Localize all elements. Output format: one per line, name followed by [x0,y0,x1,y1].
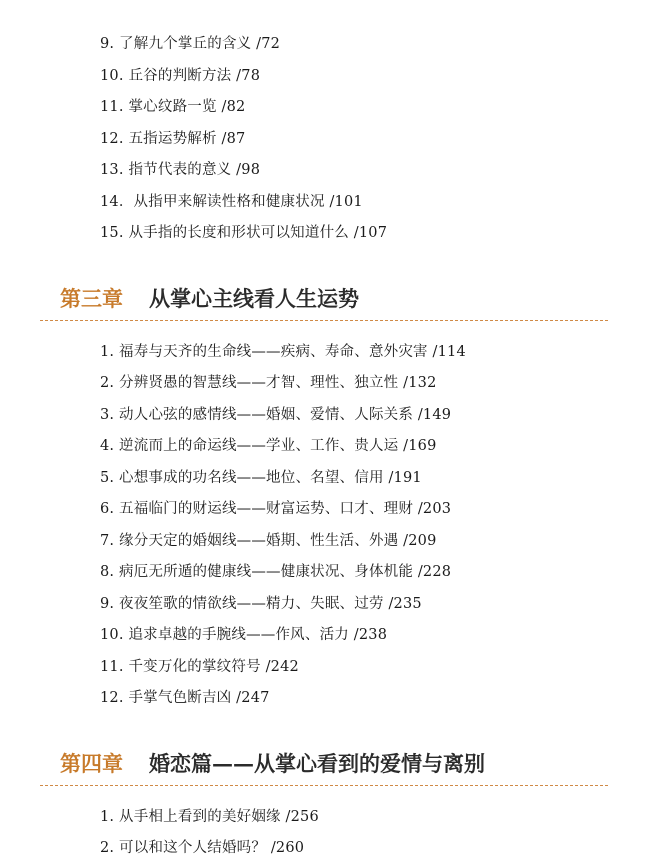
ch3-entry-4: 4. 逆流而上的命运线——学业、工作、贵人运 /169 [100,438,437,454]
ch3-entry-1: 1. 福寿与天齐的生命线——疾病、寿命、意外灾害 /114 [100,344,466,360]
toc-entry-10: 10. 丘谷的判断方法 /78 [100,68,261,84]
ch3-entry-3: 3. 动人心弦的感情线——婚姻、爱情、人际关系 /149 [100,407,452,423]
ch3-entry-11: 11. 千变万化的掌纹符号 /242 [100,659,299,675]
ch3-entry-12: 12. 手掌气色断吉凶 /247 [100,690,270,706]
ch4-entry-1: 1. 从手相上看到的美好姻缘 /256 [100,809,319,825]
toc-entry-11: 11. 掌心纹路一览 /82 [100,99,246,115]
ch3-entry-2: 2. 分辨贤愚的智慧线——才智、理性、独立性 /132 [100,375,437,391]
ch3-entry-9: 9. 夜夜笙歌的情欲线——精力、失眠、过劳 /235 [100,596,422,612]
chapter-3-heading [60,286,359,312]
ch4-entry-2: 2. 可以和这个人结婚吗？ /260 [100,840,305,856]
ch3-entry-5: 5. 心想事成的功名线——地位、名望、信用 /191 [100,470,422,486]
toc-entry-9: 9. 了解九个掌丘的含义 /72 [100,36,281,52]
ch3-entry-10: 10. 追求卓越的手腕线——作风、活力 /238 [100,627,388,643]
chapter-4-heading [60,751,485,777]
toc-entry-14: 14．从指甲来解读性格和健康状况 /101 [100,194,363,210]
ch3-entry-7: 7. 缘分天定的婚姻线——婚期、性生活、外遇 /209 [100,533,437,549]
toc-entry-13: 13. 指节代表的意义 /98 [100,162,261,178]
toc-entry-15: 15. 从手指的长度和形状可以知道什么 /107 [100,225,388,241]
toc-entry-12: 12. 五指运势解析 /87 [100,131,246,147]
chapter-3-number: 第三章 [60,286,123,311]
chapter-4-number: 第四章 [60,751,123,776]
chapter-3-title: 从掌心主线看人生运势 [149,286,359,311]
ch3-entry-8: 8. 病厄无所遁的健康线——健康状况、身体机能 /228 [100,564,452,580]
ch3-entry-6: 6. 五福临门的财运线——财富运势、口才、理财 /203 [100,501,452,517]
chapter-4-divider [40,785,608,786]
chapter-4-title: 婚恋篇——从掌心看到的爱情与离别 [149,751,485,776]
chapter-3-divider [40,320,608,321]
